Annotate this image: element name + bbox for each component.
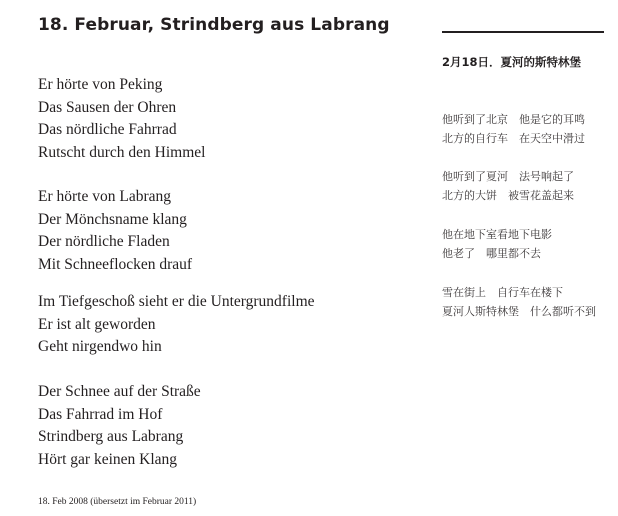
chinese-stanza-1 (442, 110, 585, 148)
poem-line: Im Tiefgeschoß sieht er die Untergrundfilme (38, 293, 315, 310)
chinese-poem-line: 夏河人斯特林堡 什么都听不到 (442, 305, 596, 318)
poem-line: Der Schnee auf der Straße (38, 383, 201, 400)
german-stanza-3 (38, 291, 315, 359)
poem-line: Das nördliche Fahrrad (38, 121, 177, 138)
chinese-stanza-4 (442, 283, 596, 321)
poem-line: Mit Schneeflocken drauf (38, 255, 193, 273)
german-stanza-2 (38, 186, 192, 276)
poem-line: Das Fahrrad im Hof (38, 405, 163, 423)
chinese-poem-line: 雪在街上 自行车在楼下 (442, 286, 563, 299)
chinese-stanza-2 (442, 167, 574, 205)
chinese-poem-line: 他听到了北京 他是它的耳鸣 (442, 113, 585, 126)
date-footnote: 18. Feb 2008 (übersetzt im Februar 2011) (38, 497, 197, 507)
chinese-poem-line: 他听到了夏河 法号响起了 (442, 170, 574, 183)
chinese-stanza-3 (442, 225, 552, 263)
poem-line: Rutscht durch den Himmel (38, 143, 206, 161)
poem-line: Er hörte von Peking (38, 76, 163, 93)
poem-line: Er ist alt geworden (38, 315, 156, 333)
poem-title: 18. Februar, Strindberg aus Labrang (38, 15, 390, 35)
poem-line: Hört gar keinen Klang (38, 450, 178, 468)
poem-line: Strindberg aus Labrang (38, 428, 184, 445)
chinese-poem-line: 他老了 哪里都不去 (442, 247, 541, 260)
chinese-poem-line: 北方的自行车 在天空中滑过 (442, 132, 585, 145)
german-stanza-4 (38, 381, 201, 471)
poem-line: Das Sausen der Ohren (38, 98, 177, 116)
poem-line: Der Mönchsname klang (38, 210, 187, 228)
chinese-poem-line: 北方的大饼 被雪花盖起来 (442, 189, 574, 202)
title-divider (442, 31, 604, 33)
german-stanza-1 (38, 74, 205, 164)
poem-line: Geht nirgendwo hin (38, 338, 162, 355)
poem-line: Der nördliche Fladen (38, 233, 170, 250)
poem-line: Er hörte von Labrang (38, 188, 171, 205)
chinese-poem-title: 2月18日．夏河的斯特林堡 (442, 55, 582, 69)
chinese-poem-line: 他在地下室看地下电影 (442, 228, 552, 241)
